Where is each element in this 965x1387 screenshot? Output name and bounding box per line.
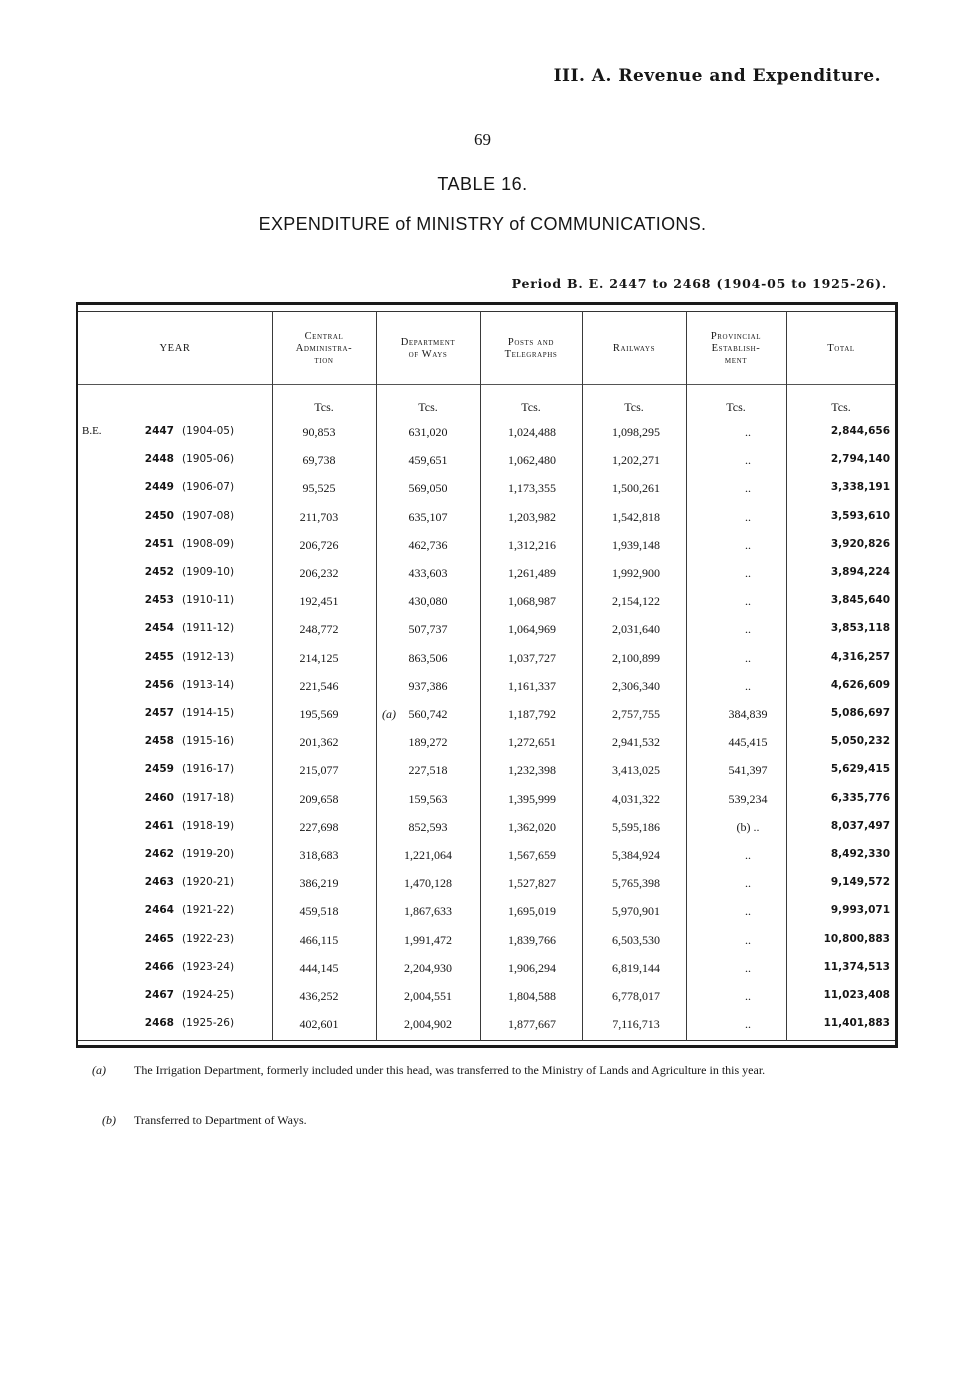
provincial-establishment-value: .. (745, 1017, 751, 1032)
central-administration-value: 192,451 (299, 594, 339, 609)
posts-and-telegraphs-value: 1,877,667 (508, 1017, 556, 1032)
expenditure-table (76, 302, 898, 1048)
total-value: 3,920,826 (830, 537, 890, 550)
provincial-establishment-value: (b) .. (736, 819, 760, 834)
table-row (78, 757, 895, 785)
provincial-establishment-value: .. (745, 960, 751, 975)
railways-value: 5,970,901 (612, 904, 660, 919)
year-ce: (1920-21) (182, 876, 235, 889)
department-of-ways-value: 569,050 (408, 481, 448, 496)
department-of-ways-value: 631,020 (408, 425, 448, 439)
posts-and-telegraphs-value: 1,173,355 (508, 481, 556, 496)
central-administration-value: 90,853 (302, 425, 336, 439)
total-value: 9,149,572 (830, 876, 890, 889)
year-be: 2453 (144, 594, 174, 607)
year-be: 2454 (144, 622, 174, 635)
footnote-b (102, 1112, 892, 1129)
year-ce: (1918-19) (182, 819, 235, 832)
posts-and-telegraphs-value: 1,187,792 (508, 707, 556, 721)
department-of-ways-value: 2,204,930 (404, 960, 452, 975)
central-administration-value: 221,546 (299, 678, 339, 693)
department-of-ways-value: 159,563 (408, 791, 448, 806)
year-be: 2468 (144, 1017, 174, 1030)
table-subtitle: EXPENDITURE of MINISTRY of COMMUNICATIONS. (258, 214, 707, 234)
year-be: 2450 (144, 509, 174, 522)
table-row (78, 983, 895, 1011)
total-value: 4,626,609 (830, 678, 890, 691)
posts-and-telegraphs-value: 1,064,969 (508, 622, 556, 637)
provincial-establishment-value: .. (745, 848, 751, 862)
table-row (78, 673, 895, 701)
posts-and-telegraphs-value: 1,695,019 (508, 904, 556, 919)
year-ce: (1909-10) (182, 566, 235, 578)
department-of-ways-value: 2,004,902 (404, 1017, 452, 1032)
table-row (78, 955, 895, 983)
central-administration-value: 195,569 (299, 707, 339, 721)
department-of-ways-value: 1,470,128 (404, 876, 452, 891)
year-ce: (1908-09) (182, 537, 235, 550)
year-ce: (1911-12) (182, 622, 235, 635)
year-ce: (1921-22) (182, 904, 235, 917)
posts-and-telegraphs-value: 1,839,766 (508, 932, 556, 947)
header-posts-and-telegraphs: Posts and Telegraphs (504, 337, 558, 360)
unit-label: Tcs. (726, 400, 746, 414)
unit-label: Tcs. (521, 400, 541, 414)
provincial-establishment-value: .. (745, 594, 751, 609)
total-value: 11,374,513 (823, 960, 890, 973)
provincial-establishment-value: .. (745, 509, 751, 524)
department-of-ways-value: 462,736 (408, 537, 448, 552)
total-value: 3,338,191 (830, 481, 890, 494)
year-be: 2455 (144, 650, 174, 663)
central-administration-value: 214,125 (299, 650, 339, 665)
railways-value: 5,595,186 (612, 819, 660, 834)
year-ce: (1914-15) (182, 707, 235, 719)
be-era-label: B.E. (82, 425, 102, 437)
table-row (78, 786, 895, 814)
year-be: 2463 (144, 876, 174, 889)
total-value: 2,844,656 (830, 425, 890, 437)
central-administration-value: 386,219 (299, 876, 339, 891)
railways-value: 7,116,713 (612, 1017, 660, 1032)
provincial-establishment-value: .. (745, 650, 751, 665)
table-rule-bottom (78, 1040, 895, 1041)
central-administration-value: 215,077 (299, 763, 339, 778)
department-of-ways-value: 852,593 (408, 819, 448, 834)
table-row (78, 814, 895, 842)
table-row (78, 898, 895, 926)
posts-and-telegraphs-value: 1,037,727 (508, 650, 556, 665)
total-value: 2,794,140 (830, 453, 890, 466)
posts-and-telegraphs-value: 1,395,999 (508, 791, 556, 806)
header-provincial-establishment: Provincial Establish- ment (710, 331, 762, 366)
unit-label: Tcs. (624, 400, 644, 414)
footnote-mark: (a) (92, 1063, 106, 1077)
unit-label: Tcs. (314, 400, 334, 414)
central-administration-value: 69,738 (302, 453, 336, 468)
year-ce: (1922-23) (182, 932, 235, 945)
department-of-ways-value: 1,221,064 (404, 848, 452, 862)
department-of-ways-value: 863,506 (408, 650, 448, 665)
total-value: 10,800,883 (823, 932, 890, 945)
year-ce: (1916-17) (182, 763, 235, 776)
year-ce: (1917-18) (182, 791, 235, 804)
department-of-ways-value: 227,518 (408, 763, 448, 778)
header-railways: Railways (612, 343, 656, 354)
footnote-reference: (a) (382, 707, 396, 721)
year-ce: (1915-16) (182, 735, 235, 748)
provincial-establishment-value: .. (745, 453, 751, 468)
posts-and-telegraphs-value: 1,203,982 (508, 509, 556, 524)
central-administration-value: 444,145 (299, 960, 339, 975)
railways-value: 1,202,271 (612, 453, 660, 468)
department-of-ways-value: 1,991,472 (404, 932, 452, 947)
central-administration-value: 211,703 (299, 509, 339, 524)
table-row (78, 701, 895, 729)
total-value: 8,492,330 (830, 848, 890, 860)
year-ce: (1924-25) (182, 989, 235, 1001)
railways-value: 2,100,899 (612, 650, 660, 665)
header-total: Total (827, 343, 855, 354)
total-value: 6,335,776 (830, 791, 890, 804)
provincial-establishment-value: 541,397 (728, 763, 768, 778)
table-row (78, 870, 895, 898)
railways-value: 1,098,295 (612, 425, 660, 439)
table-rule-top (78, 311, 895, 312)
section-header: III. A. Revenue and Expenditure. (553, 66, 881, 86)
provincial-establishment-value: .. (745, 622, 751, 637)
railways-value: 5,765,398 (612, 876, 660, 891)
period-caption: Period B. E. 2447 to 2468 (1904-05 to 1925-26). (511, 276, 887, 291)
total-value: 5,086,697 (830, 707, 890, 719)
footnote-a (92, 1062, 892, 1079)
year-be: 2447 (144, 425, 174, 437)
department-of-ways-value: 430,080 (408, 594, 448, 609)
unit-label: Tcs. (831, 400, 851, 414)
posts-and-telegraphs-value: 1,261,489 (508, 566, 556, 580)
header-department-of-ways: Department of Ways (400, 337, 456, 360)
year-ce: (1919-20) (182, 848, 235, 860)
table-row (78, 419, 895, 447)
table-row (78, 560, 895, 588)
railways-value: 2,757,755 (612, 707, 660, 721)
year-be: 2456 (144, 678, 174, 691)
table-title: TABLE 16. (437, 174, 528, 194)
year-be: 2458 (144, 735, 174, 748)
department-of-ways-value: 507,737 (408, 622, 448, 637)
table-row (78, 475, 895, 503)
year-be: 2457 (144, 707, 174, 719)
railways-value: 5,384,924 (612, 848, 660, 862)
year-ce: (1923-24) (182, 960, 235, 973)
department-of-ways-value: 433,603 (408, 566, 448, 580)
central-administration-value: 206,232 (299, 566, 339, 580)
header-central-administration: Central Administra- tion (295, 331, 353, 366)
year-be: 2465 (144, 932, 174, 945)
provincial-establishment-value: .. (745, 876, 751, 891)
central-administration-value: 206,726 (299, 537, 339, 552)
railways-value: 1,542,818 (612, 509, 660, 524)
table-row (78, 645, 895, 673)
central-administration-value: 227,698 (299, 819, 339, 834)
year-ce: (1904-05) (182, 425, 235, 437)
year-ce: (1906-07) (182, 481, 235, 494)
posts-and-telegraphs-value: 1,804,588 (508, 989, 556, 1003)
central-administration-value: 248,772 (299, 622, 339, 637)
provincial-establishment-value: .. (745, 425, 751, 439)
provincial-establishment-value: .. (745, 537, 751, 552)
year-ce: (1907-08) (182, 509, 235, 522)
posts-and-telegraphs-value: 1,272,651 (508, 735, 556, 750)
railways-value: 4,031,322 (612, 791, 660, 806)
total-value: 3,894,224 (830, 566, 890, 578)
total-value: 3,593,610 (830, 509, 890, 522)
year-ce: (1912-13) (182, 650, 235, 663)
year-be: 2451 (144, 537, 174, 550)
department-of-ways-value: 189,272 (408, 735, 448, 750)
total-value: 11,023,408 (823, 989, 890, 1001)
total-value: 4,316,257 (830, 650, 890, 663)
department-of-ways-value: 937,386 (408, 678, 448, 693)
table-row (78, 504, 895, 532)
total-value: 3,845,640 (830, 594, 890, 607)
table-row (78, 729, 895, 757)
footnote-mark: (b) (102, 1113, 116, 1127)
central-administration-value: 201,362 (299, 735, 339, 750)
railways-value: 6,503,530 (612, 932, 660, 947)
footnote-text: The Irrigation Department, formerly included under this head, was transferred to the Ministry of Lands and Agriculture in this year. (134, 1063, 766, 1077)
railways-value: 2,941,532 (612, 735, 660, 750)
central-administration-value: 466,115 (299, 932, 339, 947)
table-row (78, 927, 895, 955)
year-be: 2460 (144, 791, 174, 804)
year-be: 2466 (144, 960, 174, 973)
year-ce: (1910-11) (182, 594, 235, 607)
central-administration-value: 95,525 (302, 481, 336, 496)
year-be: 2448 (144, 453, 174, 466)
year-be: 2464 (144, 904, 174, 917)
table-row (78, 532, 895, 560)
total-value: 5,629,415 (830, 763, 890, 776)
central-administration-value: 402,601 (299, 1017, 339, 1032)
department-of-ways-value: 1,867,633 (404, 904, 452, 919)
posts-and-telegraphs-value: 1,232,398 (508, 763, 556, 778)
total-value: 8,037,497 (830, 819, 890, 832)
total-value: 3,853,118 (830, 622, 890, 635)
posts-and-telegraphs-value: 1,068,987 (508, 594, 556, 609)
table-row (78, 1011, 895, 1039)
railways-value: 6,778,017 (612, 989, 660, 1003)
total-value: 11,401,883 (823, 1017, 890, 1030)
page-number: 69 (474, 130, 491, 149)
railways-value: 3,413,025 (612, 763, 660, 778)
table-row (78, 588, 895, 616)
railways-value: 1,939,148 (612, 537, 660, 552)
year-ce: (1905-06) (182, 453, 235, 466)
year-be: 2462 (144, 848, 174, 860)
central-administration-value: 318,683 (299, 848, 339, 862)
posts-and-telegraphs-value: 1,567,659 (508, 848, 556, 862)
posts-and-telegraphs-value: 1,362,020 (508, 819, 556, 834)
department-of-ways-value: 459,651 (408, 453, 448, 468)
year-be: 2461 (144, 819, 174, 832)
unit-label: Tcs. (418, 400, 438, 414)
provincial-establishment-value: .. (745, 989, 751, 1003)
year-be: 2449 (144, 481, 174, 494)
provincial-establishment-value: .. (745, 481, 751, 496)
central-administration-value: 459,518 (299, 904, 339, 919)
railways-value: 1,992,900 (612, 566, 660, 580)
provincial-establishment-value: .. (745, 932, 751, 947)
table-row (78, 842, 895, 870)
year-be: 2459 (144, 763, 174, 776)
railways-value: 6,819,144 (612, 960, 660, 975)
year-be: 2467 (144, 989, 174, 1001)
provincial-establishment-value: 539,234 (728, 791, 768, 806)
provincial-establishment-value: .. (745, 566, 751, 580)
department-of-ways-value: 560,742 (408, 707, 448, 721)
provincial-establishment-value: .. (745, 904, 751, 919)
department-of-ways-value: 2,004,551 (404, 989, 452, 1003)
footnote-text: Transferred to Department of Ways. (134, 1113, 307, 1127)
header-year: YEAR (159, 343, 191, 354)
posts-and-telegraphs-value: 1,062,480 (508, 453, 556, 468)
railways-value: 2,306,340 (612, 678, 660, 693)
posts-and-telegraphs-value: 1,312,216 (508, 537, 556, 552)
total-value: 5,050,232 (830, 735, 890, 748)
provincial-establishment-value: 445,415 (728, 735, 768, 750)
posts-and-telegraphs-value: 1,527,827 (508, 876, 556, 891)
railways-value: 2,031,640 (612, 622, 660, 637)
total-value: 9,993,071 (830, 904, 890, 917)
central-administration-value: 209,658 (299, 791, 339, 806)
railways-value: 1,500,261 (612, 481, 660, 496)
provincial-establishment-value: 384,839 (728, 707, 768, 721)
year-ce: (1925-26) (182, 1017, 235, 1030)
posts-and-telegraphs-value: 1,161,337 (508, 678, 556, 693)
year-ce: (1913-14) (182, 678, 235, 691)
header-rule (78, 384, 895, 385)
railways-value: 2,154,122 (612, 594, 660, 609)
central-administration-value: 436,252 (299, 989, 339, 1003)
posts-and-telegraphs-value: 1,024,488 (508, 425, 556, 439)
provincial-establishment-value: .. (745, 678, 751, 693)
posts-and-telegraphs-value: 1,906,294 (508, 960, 556, 975)
table-row (78, 447, 895, 475)
table-row (78, 616, 895, 644)
year-be: 2452 (144, 566, 174, 578)
department-of-ways-value: 635,107 (408, 509, 448, 524)
